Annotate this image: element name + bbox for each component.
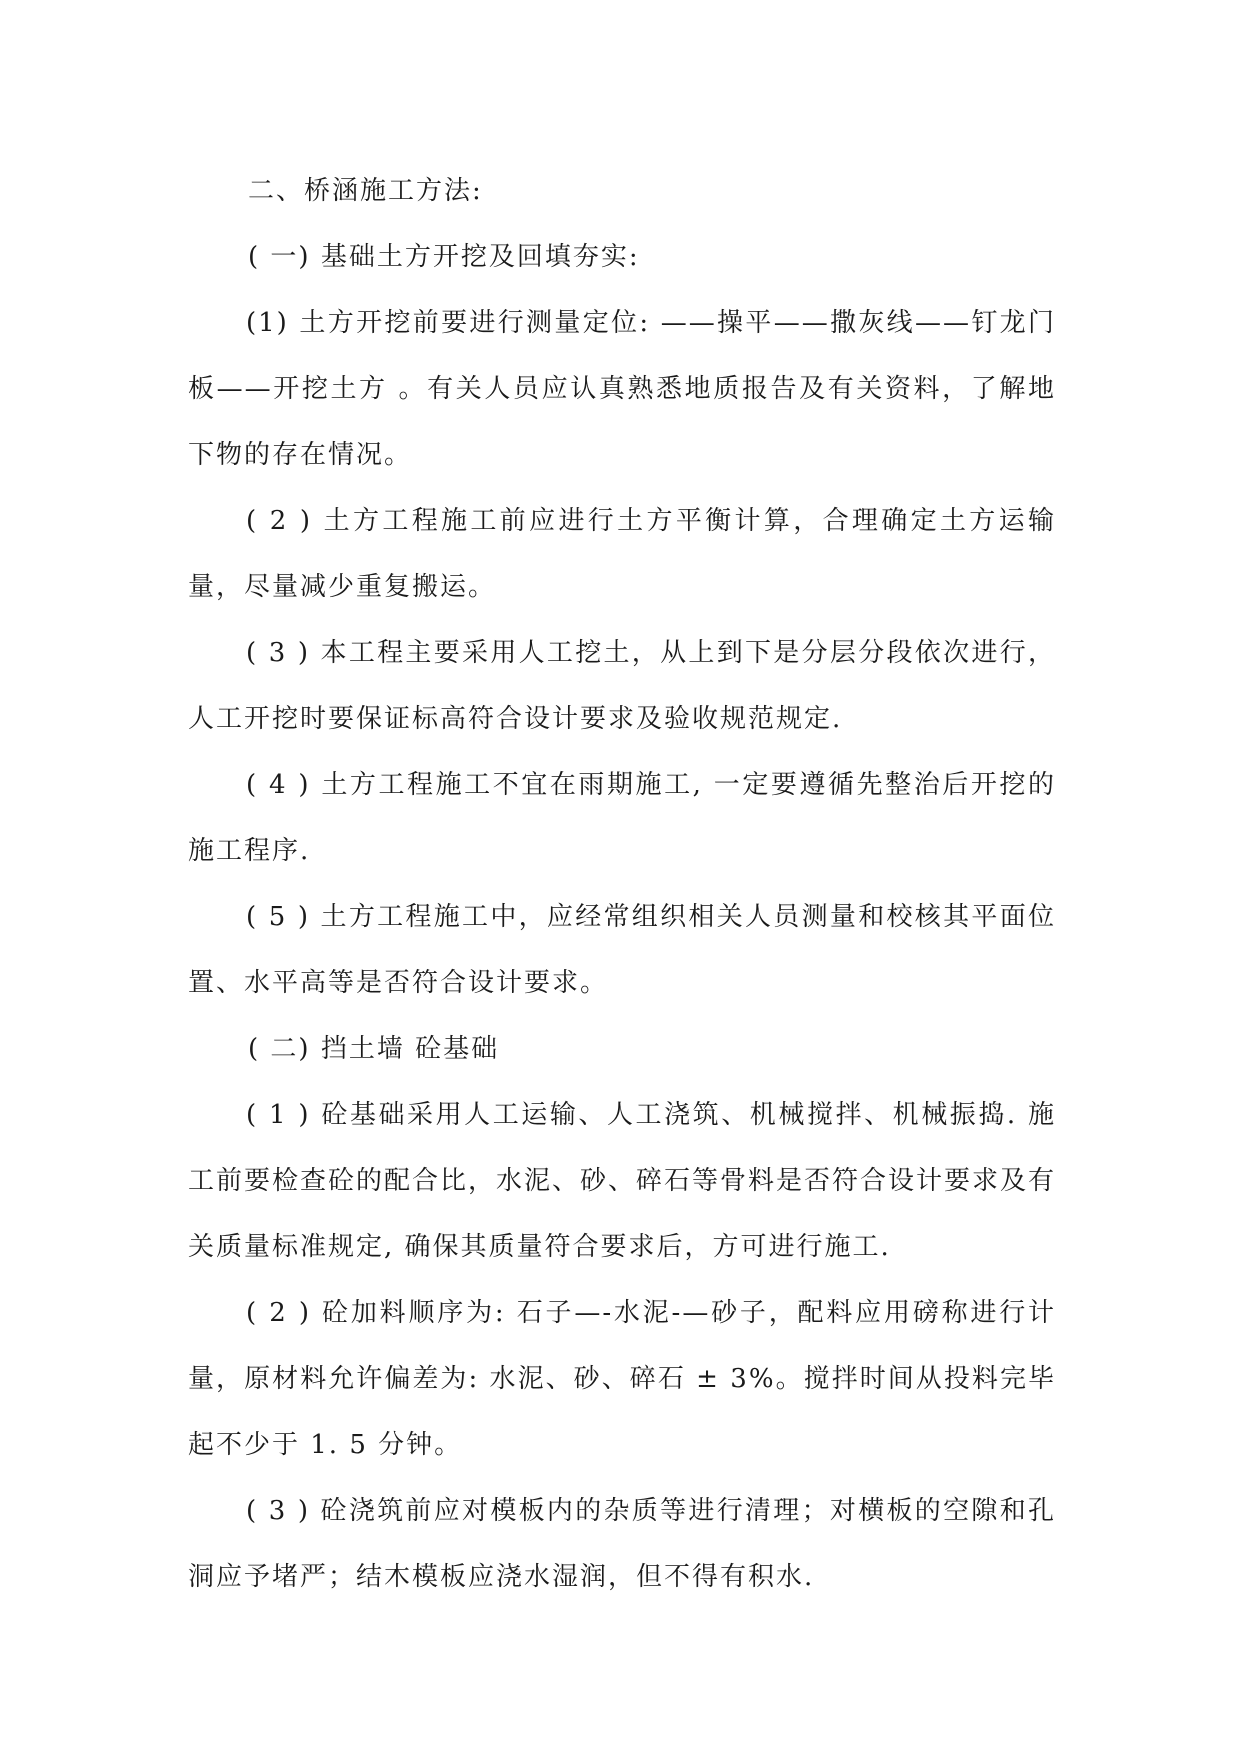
section-title: 二、桥涵施工方法: [248,176,483,206]
paragraph: ( 1 ) 砼基础采用人工运输、人工浇筑、机械搅拌、机械振捣. 施工前要检查砼的配合比，水泥、砂、碎石等骨料是否符合设计要求及有关质量标准规定, 确保其质量符合要求后，方可进行施工. [188,1100,1057,1262]
subsection-2-title: ( 二) 挡土墙 砼基础 [248,1034,500,1064]
subsection-1-title: ( 一) 基础土方开挖及回填夯实: [248,242,640,272]
paragraph: ( 3 ) 砼浇筑前应对模板内的杂质等进行清理；对横板的空隙和孔洞应予堵严；结木模板应浇水湿润，但不得有积水. [188,1496,1056,1592]
paragraph: ( 4 ) 土方工程施工不宜在雨期施工, 一定要遵循先整治后开挖的施工程序. [188,770,1056,866]
document-body [188,158,1056,1610]
paragraph: ( 2 ) 砼加料顺序为: 石子—-水泥-—砂子，配料应用磅称进行计量，原材料允许偏差为: 水泥、砂、碎石 ± 3%。搅拌时间从投料完毕起不少于 1. 5 分钟。 [188,1298,1056,1460]
paragraph: ( 5 ) 土方工程施工中，应经常组织相关人员测量和校核其平面位置、水平高等是否符合设计要求。 [188,902,1056,998]
paragraph: ( 3 ) 本工程主要采用人工挖土，从上到下是分层分段依次进行，人工开挖时要保证标高符合设计要求及验收规范规定. [188,638,1056,734]
paragraph: ( 2 ) 土方工程施工前应进行土方平衡计算，合理确定土方运输量，尽量减少重复搬运。 [188,506,1056,602]
paragraph: (1) 土方开挖前要进行测量定位: ——操平——撒灰线——钉龙门板——开挖土方 。有关人员应认真熟悉地质报告及有关资料，了解地下物的存在情况。 [188,308,1056,470]
